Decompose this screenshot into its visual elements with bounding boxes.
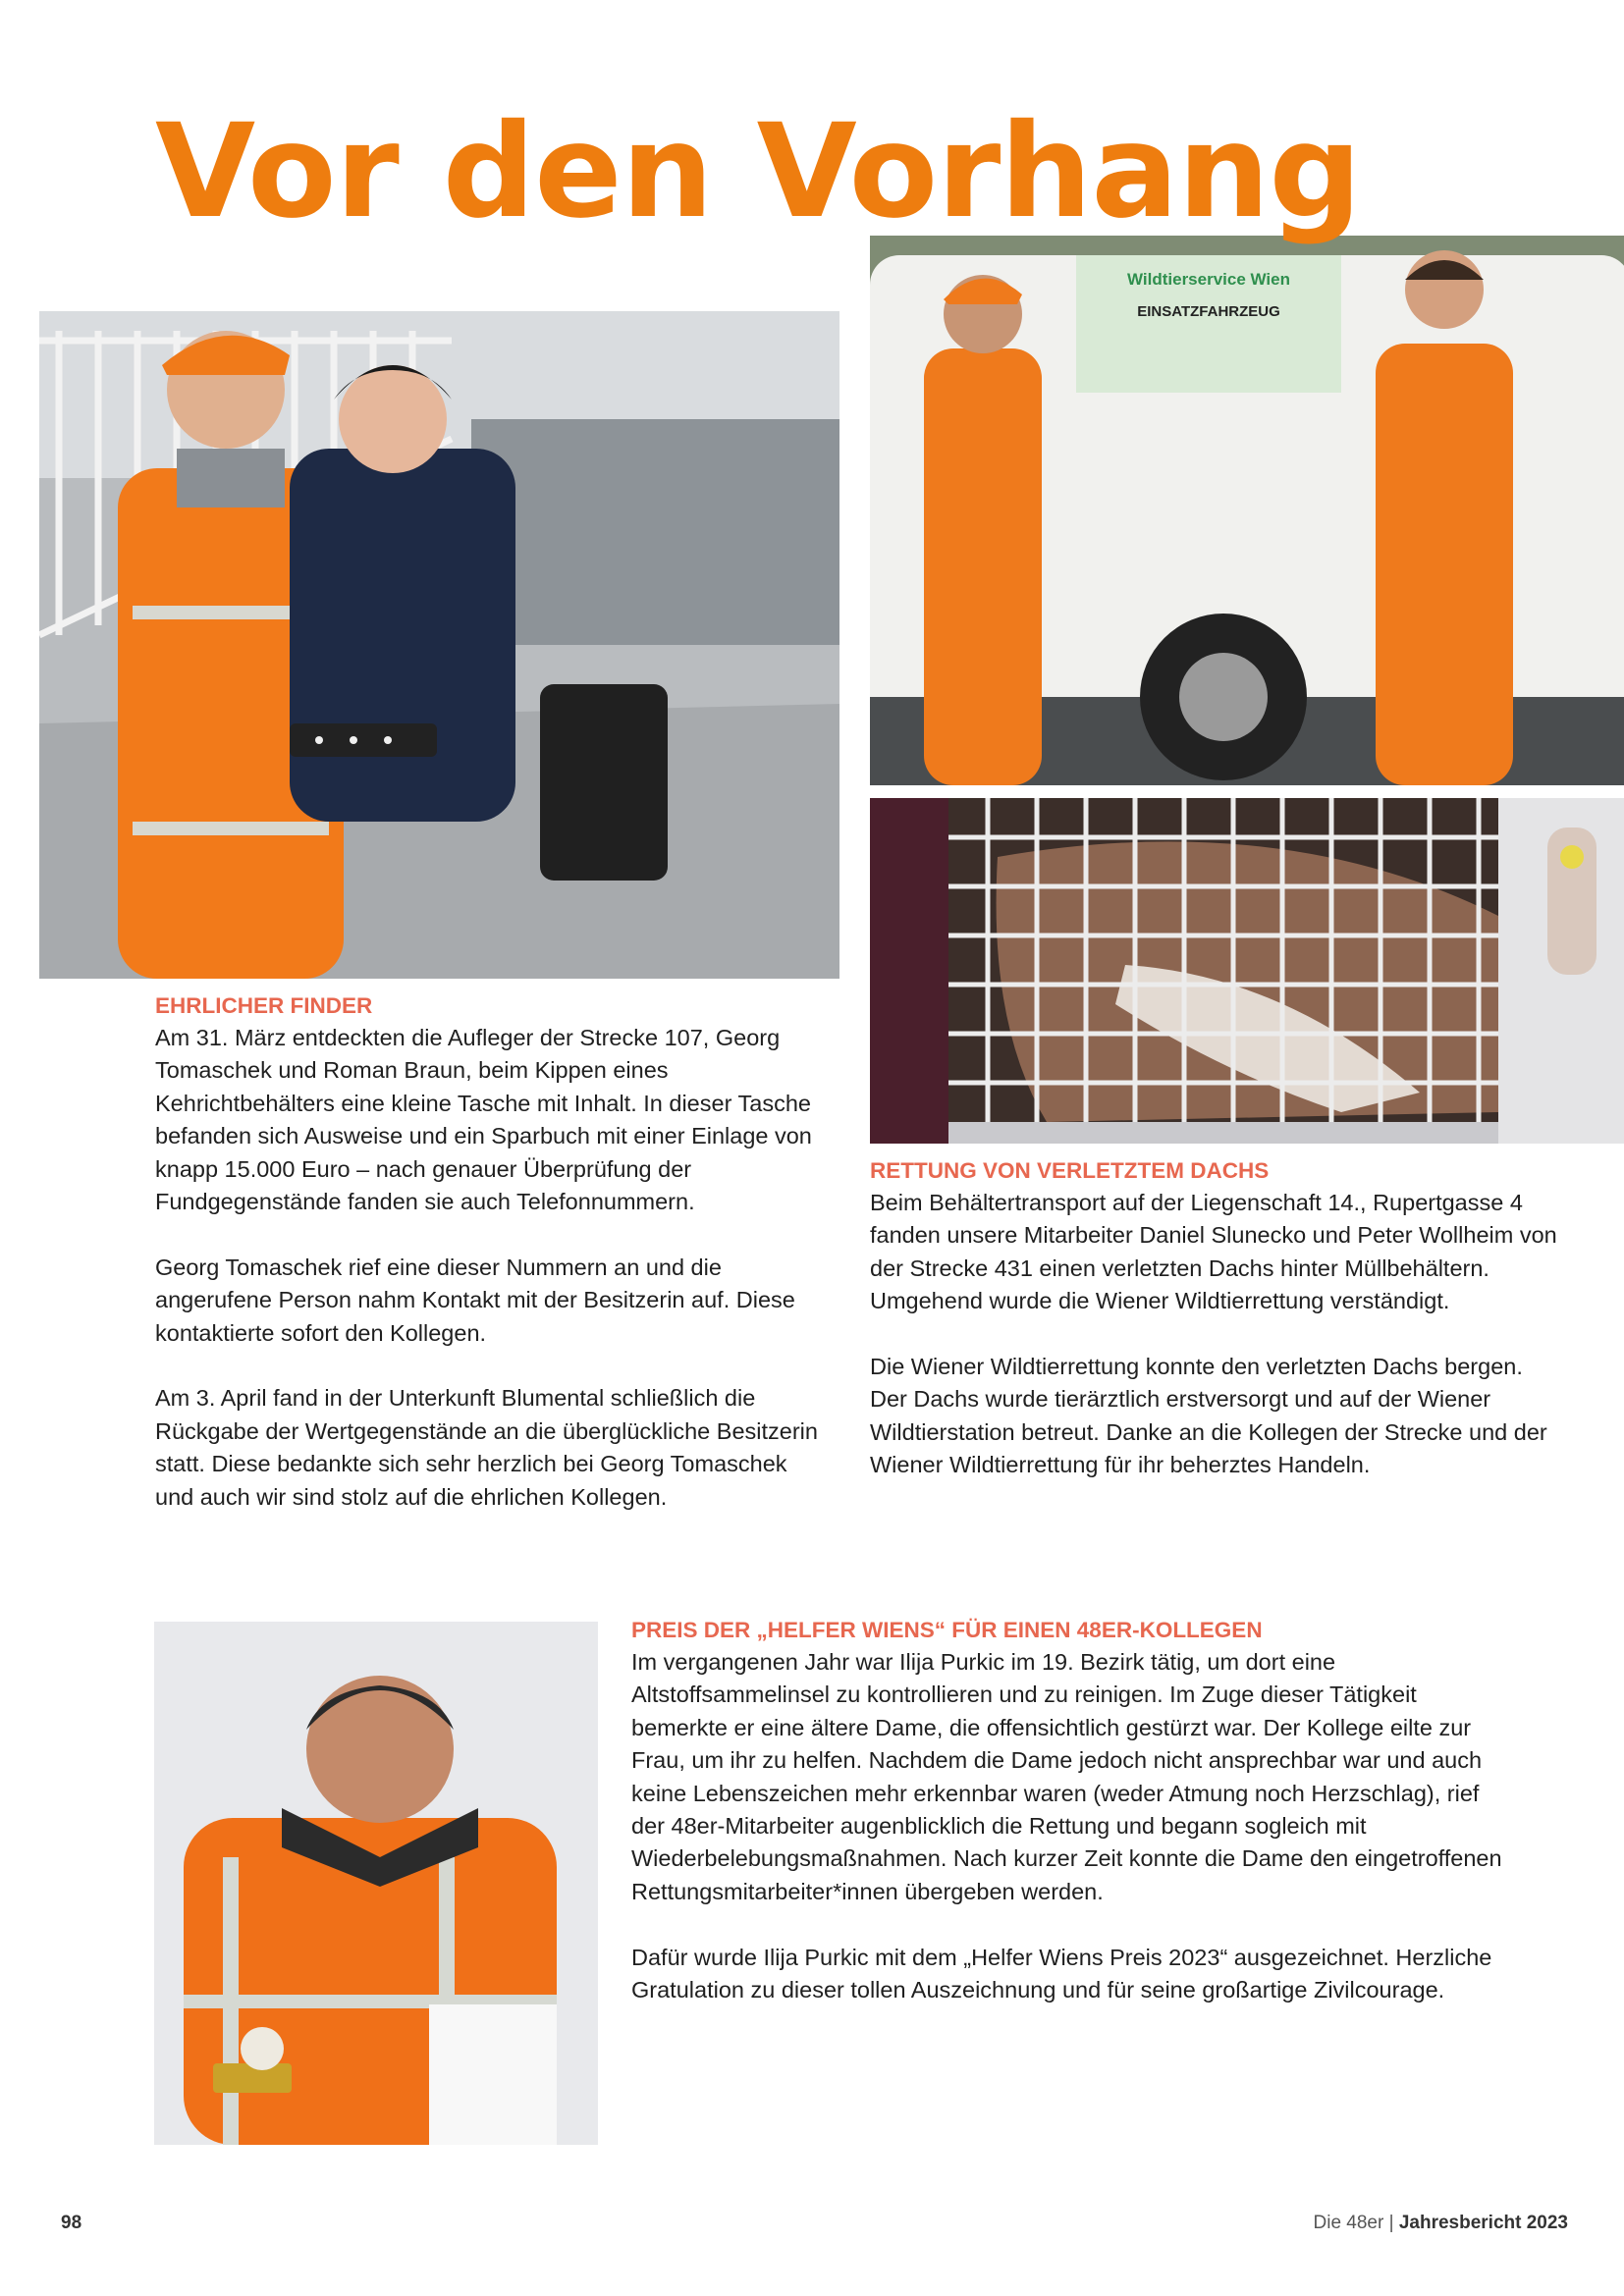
- photo-portrait-icon: [154, 1622, 598, 2145]
- van-photo: [870, 236, 1624, 785]
- paragraph: Beim Behältertransport auf der Liegenschaft 14., Rupertgasse 4 fanden unsere Mitarbeiter Daniel Slunecko und Peter Wollheim von der Strecke 431 einen verletzten Dachs hinter Müllbehältern. Umgehend wurde die Wiener Wildtierrettung verständigt.: [870, 1190, 1557, 1314]
- section-heading: RETTUNG VON VERLETZTEM DACHS: [870, 1158, 1270, 1183]
- van-sign-subtitle: EINSATZFAHRZEUG: [1137, 303, 1280, 320]
- paragraph: Dafür wurde Ilija Purkic mit dem „Helfer Wiens Preis 2023“ ausgezeichnet. Herzliche Gratulation zu dieser tollen Auszeichnung und für seine großartige Zivilcourage.: [631, 1944, 1492, 2003]
- footer-publication: [1314, 2212, 1569, 2235]
- section-preis-helfer-wiens: [631, 1615, 1515, 2006]
- paragraph: Am 31. März entdeckten die Aufleger der Strecke 107, Georg Tomaschek und Roman Braun, beim Kippen eines Kehrichtbehälters eine kleine Tasche mit Inhalt. In dieser Tasche befanden sich Ausweise und ein Sparbuch mit einer Einlage von knapp 15.000 Euro – nach genauer Überprüfung der Fundgegenstände fanden sie auch Telefonnummern.: [155, 1025, 812, 1215]
- paragraph: Im vergangenen Jahr war Ilija Purkic im 19. Bezirk tätig, um dort eine Altstoffsammelinsel zu kontrollieren und zu reinigen. Im Zuge dieser Tätigkeit bemerkte er eine ältere Dame, die offensichtlich gestürzt war. Der Kollege eilte zur Frau, um ihr zu helfen. Nachdem die Dame jedoch nicht ansprechbar war und auch keine Lebenszeichen mehr erkennbar waren (weder Atmung noch Herzschlag), rief der 48er-Mitarbeiter augenblicklich die Rettung und begann sogleich mit Wiederbelebungsmaßnahmen. Nach kurzer Zeit konnte die Dame den eingetroffenen Rettungsmitarbeiter*innen übergeben werden.: [631, 1649, 1502, 1904]
- section-heading: PREIS DER „HELFER WIENS“ FÜR EINEN 48ER-KOLLEGEN: [631, 1618, 1263, 1642]
- van-sign-title: Wildtierservice Wien: [1127, 270, 1290, 289]
- photo-badger-cage-icon: [870, 798, 1624, 1144]
- photo-van-icon: [870, 236, 1624, 785]
- section-rettung-dachs: [870, 1155, 1557, 1482]
- photo-two-people-icon: [39, 311, 839, 979]
- paragraph: Am 3. April fand in der Unterkunft Blumental schließlich die Rückgabe der Wertgegenstände an die überglückliche Besitzerin statt. Diese bedankte sich sehr herzlich bei Georg Tomaschek und auch wir sind stolz auf die ehrlichen Kollegen.: [155, 1385, 818, 1510]
- helper-photo: [154, 1622, 598, 2145]
- paragraph: Die Wiener Wildtierrettung konnte den verletzten Dachs bergen. Der Dachs wurde tierärztlich erstversorgt und auf der Wiener Wildtierstation betreut. Danke an die Kollegen der Strecke und der Wiener Wildtierrettung für ihr beherztes Handeln.: [870, 1354, 1547, 1478]
- paragraph: Georg Tomaschek rief eine dieser Nummern an und die angerufene Person nahm Kontakt mit der Besitzerin auf. Diese kontaktierte sofort den Kollegen.: [155, 1254, 795, 1346]
- badger-photo: [870, 798, 1624, 1144]
- page-title: Vor den Vorhang: [155, 96, 1361, 247]
- footer-separator: |: [1388, 2213, 1394, 2233]
- footer-report-title: Jahresbericht 2023: [1398, 2213, 1568, 2233]
- section-ehrlicher-finder: [155, 990, 823, 1514]
- page-number: 98: [61, 2213, 82, 2233]
- footer-publication-name: Die 48er: [1313, 2213, 1384, 2233]
- finder-photo: [39, 311, 839, 979]
- section-heading: EHRLICHER FINDER: [155, 993, 373, 1018]
